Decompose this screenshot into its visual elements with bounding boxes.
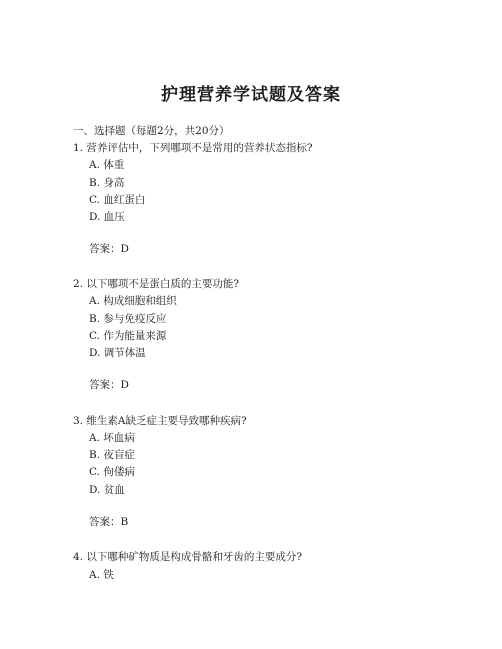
document-title: 护理营养学试题及答案: [161, 85, 341, 105]
question-3-answer: 答案：B: [89, 516, 129, 528]
question-1-option-c: C. 血红蛋白: [89, 194, 146, 206]
section-heading: 一、选择题（每题2分，共20分）: [73, 125, 230, 137]
question-2-option-d: D. 调节体温: [89, 347, 146, 359]
question-2-text: 2. 以下哪项不是蛋白质的主要功能?: [73, 278, 239, 290]
question-1-answer: 答案：D: [89, 243, 129, 255]
question-4-text: 4. 以下哪种矿物质是构成骨骼和牙齿的主要成分?: [73, 551, 302, 563]
question-2-answer: 答案：D: [89, 379, 129, 391]
question-1-option-d: D. 血压: [89, 211, 125, 223]
question-4-option-a: A. 铁: [89, 569, 114, 581]
question-3-option-a: A. 坏血病: [89, 432, 135, 444]
question-1-option-b: B. 身高: [89, 177, 125, 189]
question-3-option-d: D. 贫血: [89, 484, 125, 496]
question-2-option-b: B. 参与免疫反应: [89, 313, 167, 325]
question-2-option-a: A. 构成细胞和组织: [89, 295, 177, 307]
question-3-option-b: B. 夜盲症: [89, 449, 135, 461]
question-1-text: 1. 营养评估中，下列哪项不是常用的营养状态指标?: [73, 142, 313, 154]
question-1-option-a: A. 体重: [89, 159, 125, 171]
question-3-text: 3. 维生素A缺乏症主要导致哪种疾病?: [73, 415, 247, 427]
question-3-option-c: C. 佝偻病: [89, 466, 135, 478]
question-2-option-c: C. 作为能量来源: [89, 330, 167, 342]
